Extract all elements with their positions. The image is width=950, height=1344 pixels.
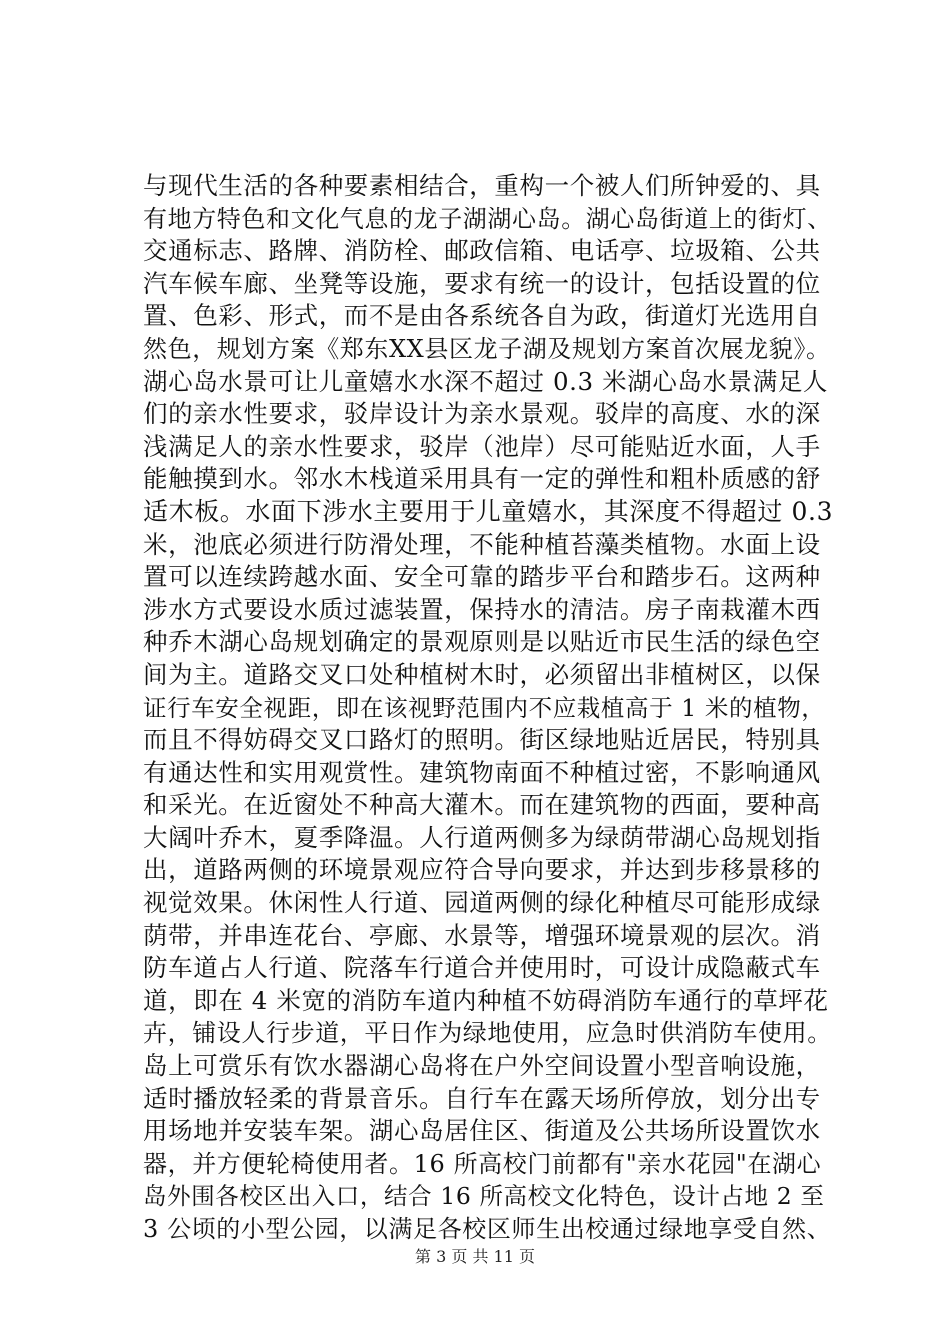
text-line: 用场地并安装车架。湖心岛居住区、街道及公共场所设置饮水	[143, 1116, 821, 1146]
text-line: 然色，规划方案《郑东XX县区龙子湖及规划方案首次展龙貌》。	[143, 334, 831, 363]
text-line: 能触摸到水。邻水木栈道采用具有一定的弹性和粗朴质感的舒	[143, 464, 821, 494]
text-line: 视觉效果。休闲性人行道、园道两侧的绿化种植尽可能形成绿	[143, 888, 821, 918]
text-line: 交通标志、路牌、消防栓、邮政信箱、电话亭、垃圾箱、公共	[143, 236, 821, 266]
text-line: 出，道路两侧的环境景观应符合导向要求，并达到步移景移的	[143, 855, 821, 885]
body-text	[143, 170, 833, 1246]
text-line: 道，即在 4 米宽的消防车道内种植不妨碍消防车通行的草坪花	[143, 985, 829, 1015]
text-line: 卉，铺设人行步道，平日作为绿地使用，应急时供消防车使用。	[143, 1019, 832, 1048]
text-line: 岛上可赏乐有饮水器湖心岛将在户外空间设置小型音响设施，	[143, 1051, 821, 1081]
text-line: 涉水方式要设水质过滤装置，保持水的清洁。房子南栽灌木西	[143, 594, 821, 624]
text-line: 汽车候车廊、坐凳等设施，要求有统一的设计，包括设置的位	[143, 268, 821, 298]
text-line: 器，并方便轮椅使用者。16 所高校门前都有"亲水花园"在湖心	[143, 1149, 822, 1178]
text-line: 有地方特色和文化气息的龙子湖湖心岛。湖心岛街道上的街灯、	[143, 204, 832, 233]
text-line: 证行车安全视距，即在该视野范围内不应栽植高于 1 米的植物，	[143, 693, 826, 722]
text-line: 岛外围各校区出入口，结合 16 所高校文化特色，设计占地 2 至	[143, 1182, 825, 1211]
text-line: 荫带，并串连花台、亭廊、水景等，增强环境景观的层次。消	[143, 920, 821, 950]
text-line: 种乔木湖心岛规划确定的景观原则是以贴近市民生活的绿色空	[143, 627, 821, 657]
text-line: 浅满足人的亲水性要求，驳岸（池岸）尽可能贴近水面，人手	[143, 431, 821, 461]
text-line: 湖心岛水景可让儿童嬉水水深不超过 0.3 米湖心岛水景满足人	[143, 366, 829, 396]
text-line: 置、色彩、形式，而不是由各系统各自为政，街道灯光选用自	[143, 301, 821, 331]
text-line: 而且不得妨碍交叉口路灯的照明。街区绿地贴近居民，特别具	[143, 725, 821, 755]
text-line: 们的亲水性要求，驳岸设计为亲水景观。驳岸的高度、水的深	[143, 399, 821, 429]
text-line: 防车道占人行道、院落车行道合并使用时，可设计成隐蔽式车	[143, 953, 821, 983]
text-line: 大阔叶乔木，夏季降温。人行道两侧多为绿荫带湖心岛规划指	[143, 822, 821, 852]
text-line: 3 公顷的小型公园，以满足各校区师生出校通过绿地享受自然、	[143, 1215, 832, 1243]
text-line: 有通达性和实用观赏性。建筑物南面不种植过密，不影响通风	[143, 757, 821, 787]
text-line: 间为主。道路交叉口处种植树木时，必须留出非植树区，以保	[143, 659, 821, 689]
page-footer: 第 3 页 共 11 页	[415, 1247, 535, 1266]
text-line: 与现代生活的各种要素相结合，重构一个被人们所钟爱的、具	[143, 171, 821, 200]
text-line: 和采光。在近窗处不种高大灌木。而在建筑物的西面，要种高	[143, 790, 821, 820]
text-line: 适木板。水面下涉水主要用于儿童嬉水，其深度不得超过 0.3	[143, 496, 833, 526]
text-line: 米，池底必须进行防滑处理，不能种植苔藻类植物。水面上设	[143, 529, 821, 559]
text-line: 置可以连续跨越水面、安全可靠的踏步平台和踏步石。这两种	[143, 562, 821, 592]
text-line: 适时播放轻柔的背景音乐。自行车在露天场所停放，划分出专	[143, 1083, 821, 1113]
